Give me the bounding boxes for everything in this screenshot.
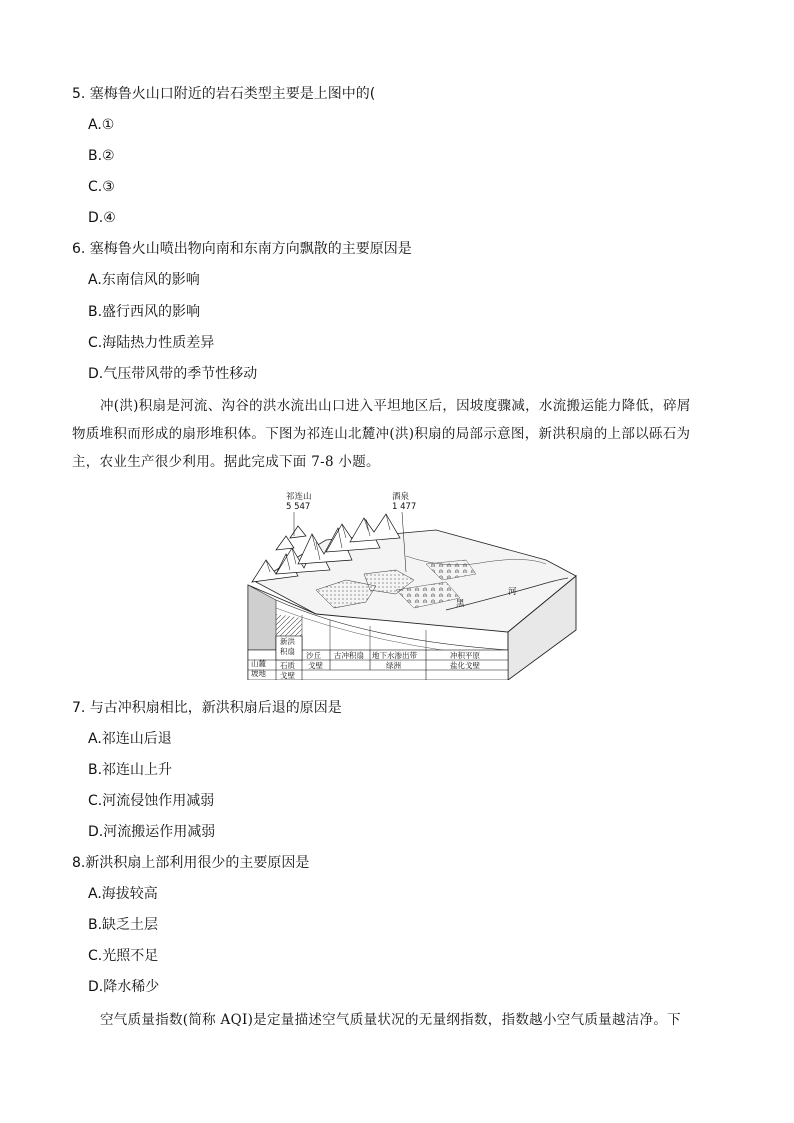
q6-option-a: A.东南信风的影响	[88, 272, 200, 288]
q6-option-d: D.气压带风带的季节性移动	[88, 366, 258, 382]
label-qilian: 祁连山	[286, 492, 312, 502]
table-rocky-b: 戈壁	[280, 671, 295, 680]
passage-aqi	[72, 1010, 722, 1030]
table-slope-b: 坡地	[251, 669, 266, 678]
q7-option-c: C.河流侵蚀作用减弱	[88, 793, 215, 809]
passage-2-line-1: 空气质量指数(简称 AQI)是定量描述空气质量状况的无量纲指数，指数越小空气质量越洁净。下	[100, 1012, 681, 1028]
passage-1-line-3: 主，农业生产很少利用。据此完成下面 7-8 小题。	[72, 454, 380, 470]
q7-option-b: B.祁连山上升	[88, 762, 173, 778]
q5-option-c: C.③	[88, 179, 115, 195]
passage-1-line-1: 冲(洪)积扇是河流、沟谷的洪水流出山口进入平坦地区后，因坡度骤减，水流搬运能力降低，碎屑	[100, 398, 691, 414]
table-seepage: 地下水渗出带	[372, 651, 417, 660]
q8-option-a: A.海拔较高	[88, 886, 158, 902]
table-oasis: 绿洲	[386, 661, 401, 670]
q7-option-d: D.河流搬运作用减弱	[88, 824, 216, 840]
label-jiuquan: 酒泉	[392, 492, 410, 502]
table-salt-gobi: 盐化戈壁	[450, 661, 480, 670]
passage-alluvial-fan	[72, 396, 722, 472]
passage-1-line-2: 物质堆积而形成的扇形堆积体。下图为祁连山北麓冲(洪)积扇的局部示意图，新洪积扇的上部以砾石为	[72, 426, 691, 442]
label-river-he: 河	[508, 587, 517, 597]
alluvial-fan-diagram	[246, 490, 584, 680]
question-7-stem: 7. 与古冲积扇相比，新洪积扇后退的原因是	[72, 700, 342, 716]
label-qilian-elev: 5 547	[286, 502, 311, 512]
label-river-hei: 黑	[456, 599, 465, 609]
table-gobi: 戈壁	[308, 661, 323, 670]
table-alluvial-plain: 冲积平原	[450, 651, 480, 660]
table-new-fan-b: 积扇	[280, 647, 295, 656]
table-rocky-a: 石质	[280, 661, 295, 670]
q6-option-c: C.海陆热力性质差异	[88, 335, 215, 351]
label-jiuquan-elev: 1 477	[392, 502, 417, 512]
q5-option-d: D.④	[88, 210, 116, 226]
q7-option-a: A.祁连山后退	[88, 731, 172, 747]
q8-option-b: B.缺乏土层	[88, 917, 159, 933]
table-new-fan-a: 新洪	[280, 637, 295, 646]
question-8-stem: 8.新洪积扇上部利用很少的主要原因是	[72, 855, 310, 871]
table-slope-a: 山麓	[251, 659, 266, 668]
q5-option-b: B.②	[88, 148, 115, 164]
question-6-stem: 6. 塞梅鲁火山喷出物向南和东南方向飘散的主要原因是	[72, 241, 412, 257]
q8-option-c: C.光照不足	[88, 948, 159, 964]
q5-option-a: A.①	[88, 117, 115, 133]
table-sand-dune: 沙丘	[306, 651, 321, 660]
q8-option-d: D.降水稀少	[88, 979, 160, 995]
question-5-stem: 5. 塞梅鲁火山口附近的岩石类型主要是上图中的(	[72, 86, 376, 102]
table-old-fan: 古冲积扇	[334, 651, 364, 660]
q6-option-b: B.盛行西风的影响	[88, 304, 201, 320]
